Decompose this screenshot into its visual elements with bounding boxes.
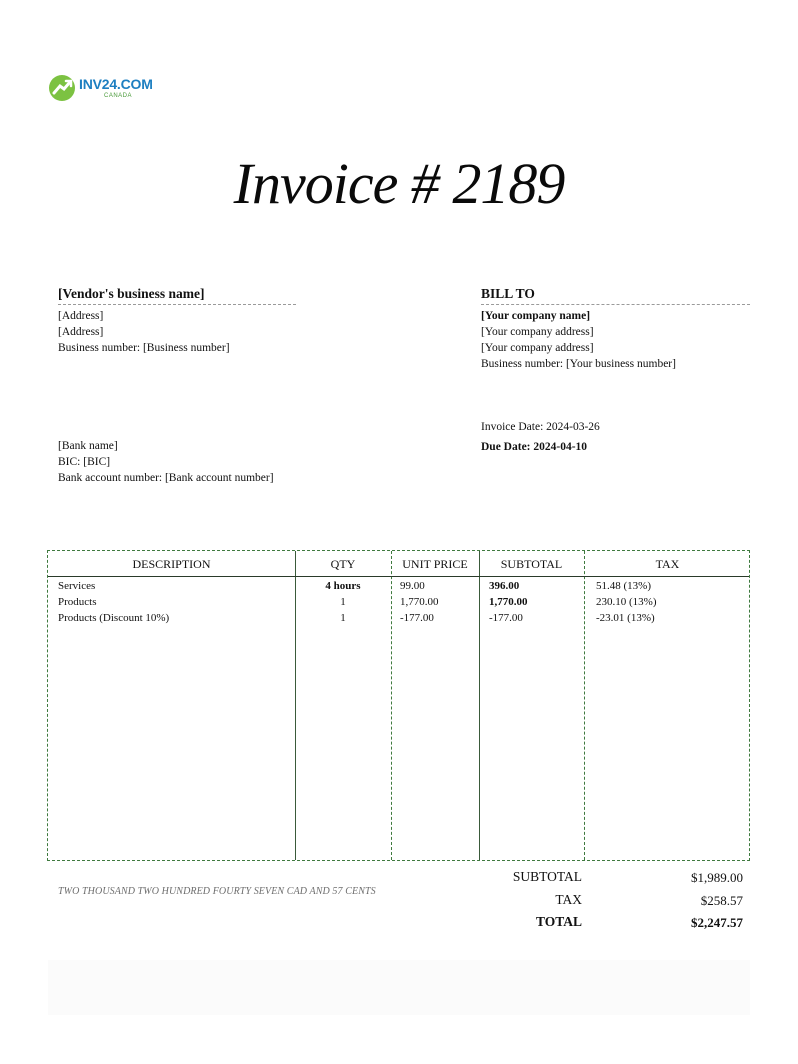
- vendor-divider: [58, 304, 296, 305]
- invoice-title: Invoice # 2189: [233, 151, 565, 216]
- footer-area: [48, 960, 750, 1015]
- vendor-bank-account: Bank account number: [Bank account number]: [58, 472, 274, 484]
- brand-logo: [48, 72, 158, 106]
- bill-to-address-2: [Your company address]: [481, 342, 594, 354]
- bill-to-divider: [481, 304, 750, 305]
- col-divider-unit-price: [391, 551, 392, 860]
- subtotal-value: $1,989.00: [691, 870, 743, 885]
- vendor-address-1: [Address]: [58, 310, 104, 322]
- row-1-qty: 4 hours: [325, 580, 361, 592]
- th-unit-price: UNIT PRICE: [402, 557, 468, 571]
- row-2-tax: 230.10 (13%): [596, 596, 657, 608]
- row-3-description: Products (Discount 10%): [58, 612, 170, 624]
- th-qty: QTY: [330, 557, 356, 571]
- tax-label: TAX: [555, 892, 582, 907]
- row-3-tax: -23.01 (13%): [596, 612, 655, 624]
- logo-icon: [48, 74, 76, 102]
- brand-name: INV24.COM: [79, 76, 153, 92]
- row-1-tax: 51.48 (13%): [596, 580, 651, 592]
- tax-value: $258.57: [700, 893, 743, 908]
- row-2-subtotal: 1,770.00: [489, 596, 528, 608]
- row-1-subtotal: 396.00: [489, 580, 520, 592]
- vendor-bic: BIC: [BIC]: [58, 456, 111, 468]
- row-3-qty: 1: [340, 612, 346, 624]
- items-table: [47, 550, 750, 861]
- bill-to-heading: BILL TO: [481, 286, 535, 301]
- row-1-description: Services: [58, 580, 96, 592]
- col-divider-subtotal: [479, 551, 480, 860]
- vendor-business-number: Business number: [Business number]: [58, 342, 230, 354]
- row-3-unit-price: -177.00: [400, 612, 434, 624]
- subtotal-label: SUBTOTAL: [512, 869, 582, 884]
- vendor-bank-name: [Bank name]: [58, 440, 118, 452]
- th-description: DESCRIPTION: [132, 557, 211, 571]
- row-2-description: Products: [58, 596, 97, 608]
- brand-sub: CANADA: [104, 93, 133, 99]
- row-3-subtotal: -177.00: [489, 612, 523, 624]
- th-subtotal: SUBTOTAL: [500, 557, 563, 571]
- col-divider-tax: [584, 551, 585, 860]
- vendor-name: [Vendor's business name]: [58, 286, 205, 301]
- bill-to-business-number: Business number: [Your business number]: [481, 358, 676, 370]
- row-2-qty: 1: [340, 596, 346, 608]
- invoice-date: Invoice Date: 2024-03-26: [481, 421, 600, 433]
- amount-in-words: TWO THOUSAND TWO HUNDRED FOURTY SEVEN CAD AND 57 CENTS: [58, 886, 376, 897]
- due-date: Due Date: 2024-04-10: [481, 441, 588, 453]
- row-2-unit-price: 1,770.00: [400, 596, 439, 608]
- vendor-address-2: [Address]: [58, 326, 104, 338]
- table-header-rule: [48, 576, 749, 577]
- total-value: $2,247.57: [691, 915, 743, 930]
- bill-to-address-1: [Your company address]: [481, 326, 594, 338]
- row-1-unit-price: 99.00: [400, 580, 425, 592]
- bill-to-company: [Your company name]: [481, 310, 591, 322]
- th-tax: TAX: [655, 557, 680, 571]
- total-label: TOTAL: [535, 914, 582, 929]
